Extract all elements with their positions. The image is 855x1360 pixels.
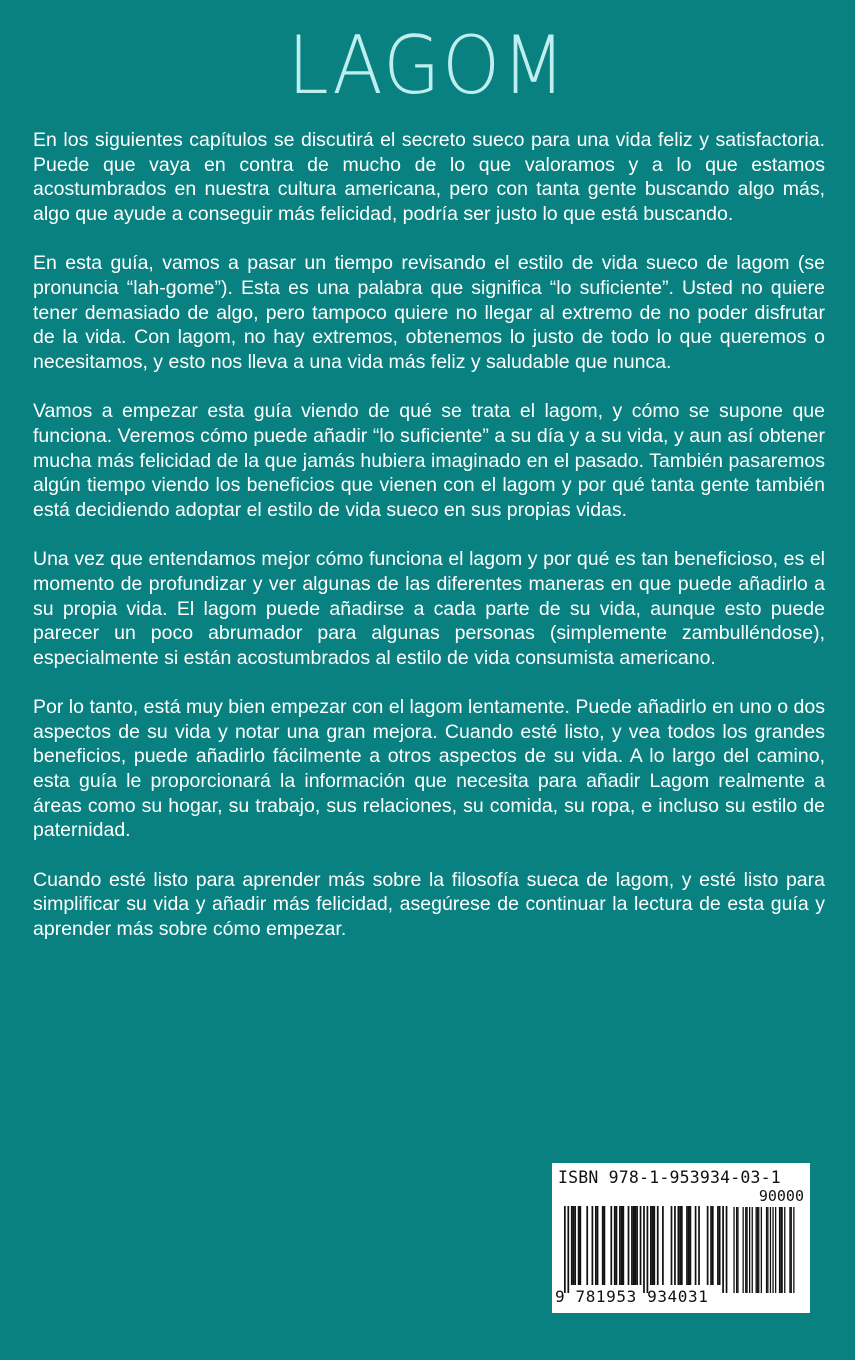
- barcode-bar: [619, 1206, 621, 1285]
- barcode-bar: [710, 1206, 712, 1285]
- barcode-bar: [653, 1206, 655, 1285]
- addon-bar: [772, 1207, 773, 1293]
- addon-bar: [782, 1207, 783, 1293]
- addon-bar: [758, 1207, 759, 1293]
- barcode-bar: [586, 1206, 588, 1285]
- barcode-bar: [695, 1206, 697, 1285]
- barcode-bar: [643, 1206, 645, 1293]
- addon-bar: [780, 1207, 781, 1293]
- barcode-bar: [564, 1206, 566, 1293]
- addon-bar: [733, 1207, 734, 1293]
- barcode-bar: [633, 1206, 635, 1285]
- blurb-paragraph-3: Vamos a empezar esta guía viendo de qué se trata el lagom, y cómo se supone que funciona. Veremos cómo puede añadir “lo suficiente” a su día y a su vida, y aun así obtener mucha más felicidad de la que jamás hubiera imaginado en el pasado. También pasaremos algún tiempo viendo los beneficios que vienen con el lagom y por qué tanta gente también está decidiendo adoptar el estilo de vida sueco en sus propias vidas.: [33, 400, 825, 521]
- addon-bar: [736, 1207, 737, 1293]
- blurb-paragraph-2: En esta guía, vamos a pasar un tiempo revisando el estilo de vida sueco de lagom (se pronuncia “lah-gome”). Esta es una palabra que significa “lo suficiente”. Usted no quiere tener demasiado de algo, pero tampoco quiere no llegar al extremo de no poder disfrutar de la vida. Con lagom, no hay extremos, obtenemos lo justo de todo lo que queremos o necesitamos, y esto nos lleva a una vida más feliz y saludable que nunca.: [33, 252, 825, 373]
- barcode-bar: [622, 1206, 624, 1285]
- addon-bar: [752, 1207, 753, 1293]
- addon-bar: [793, 1207, 794, 1293]
- barcode-bar: [712, 1206, 714, 1285]
- barcode-bar: [674, 1206, 676, 1285]
- barcode-bar: [722, 1206, 724, 1293]
- barcode-bar: [686, 1206, 688, 1285]
- blurb-paragraph-1: En los siguientes capítulos se discutirá el secreto sueco para una vida feliz y satisfactoria. Puede que vaya en contra de mucho de lo que valoramos y a lo que estamos acostumbrados en nuestra cultura americana, pero con tanta gente buscando algo más, algo que ayude a conseguir más felicidad, podría ser justo lo que está buscando.: [33, 129, 825, 225]
- barcode-bar: [621, 1206, 623, 1285]
- ean-digits: 9 781953 934031: [555, 1287, 709, 1306]
- barcode-bar: [719, 1206, 721, 1285]
- back-cover-blurb: [33, 128, 825, 967]
- barcode-bar: [690, 1206, 692, 1285]
- blurb-paragraph-6: Cuando esté listo para aprender más sobre la filosofía sueca de lagom, y esté listo para simplificar su vida y añadir más felicidad, asegúrese de continuar la lectura de esta guía y aprender más sobre cómo empezar.: [33, 868, 825, 941]
- barcode-bar: [567, 1206, 569, 1293]
- barcode-bar: [578, 1206, 580, 1285]
- barcode-bar: [604, 1206, 606, 1285]
- isbn-barcode: [552, 1163, 810, 1313]
- barcode-bar: [631, 1206, 633, 1285]
- book-title: LAGOM: [287, 19, 568, 112]
- barcode-bar: [616, 1206, 618, 1285]
- addon-bar: [779, 1207, 780, 1293]
- barcode-bar: [636, 1206, 638, 1285]
- blurb-paragraph-5: Por lo tanto, está muy bien empezar con el lagom lentamente. Puede añadirlo en uno o dos aspectos de su vida y notar una gran mejora. Cuando esté listo, y vea todos los grandes beneficios, puede añadirlo fácilmente a otros aspectos de su vida. A lo largo del camino, esta guía le proporcionará la información que necesita para añadir Lagom realmente a áreas como su hogar, su trabajo, sus relaciones, su comida, su ropa, e incluso su estilo de paternidad.: [33, 696, 825, 842]
- addon-bar: [761, 1207, 762, 1293]
- barcode-bar: [635, 1206, 637, 1285]
- barcode-bar: [679, 1206, 681, 1285]
- blurb-paragraph-4: Una vez que entendamos mejor cómo funciona el lagom y por qué es tan beneficioso, es el momento de profundizar y ver algunas de las diferentes maneras en que puede añadirlo a su propia vida. El lagom puede añadirse a cada parte de su vida, aunque esto puede parecer un poco abrumador para algunas personas (simplemente zambulléndose), especialmente si están acostumbrados al estilo de vida consumista americano.: [33, 548, 825, 669]
- barcode-bar: [657, 1206, 659, 1285]
- barcode-bar: [573, 1206, 575, 1285]
- addon-bar: [770, 1207, 771, 1293]
- addon-bar: [745, 1207, 746, 1293]
- addon-bar: [749, 1207, 750, 1293]
- barcode-bar: [678, 1206, 680, 1285]
- barcode-bar: [681, 1206, 683, 1285]
- addon-bar: [766, 1207, 767, 1293]
- barcode-bar: [571, 1206, 573, 1285]
- barcode-bar: [610, 1206, 612, 1285]
- barcode-bar: [595, 1206, 597, 1285]
- barcode-bar: [652, 1206, 654, 1285]
- addon-bar: [757, 1207, 758, 1293]
- barcode-bar: [579, 1206, 581, 1285]
- price-code: 90000: [758, 1187, 804, 1205]
- barcode-bar: [698, 1206, 700, 1285]
- barcode-bar: [671, 1206, 673, 1285]
- barcode-bar: [628, 1206, 630, 1285]
- barcode-bar: [574, 1206, 576, 1285]
- addon-bar: [791, 1207, 792, 1293]
- addon-bar: [789, 1207, 790, 1293]
- addon-bar: [743, 1207, 744, 1293]
- barcode-bar: [662, 1206, 664, 1285]
- addon-bar: [737, 1207, 738, 1293]
- addon-bar: [775, 1207, 776, 1293]
- addon-bar: [756, 1207, 757, 1293]
- barcode-bar: [647, 1206, 649, 1293]
- barcode-bar: [707, 1206, 709, 1285]
- isbn-text: ISBN 978-1-953934-03-1: [558, 1168, 781, 1187]
- barcode-bar: [602, 1206, 604, 1285]
- addon-bar: [784, 1207, 785, 1293]
- barcode-bar: [597, 1206, 599, 1285]
- barcode-bar: [640, 1206, 642, 1285]
- addon-bar: [767, 1207, 768, 1293]
- addon-bar: [746, 1207, 747, 1293]
- barcode-bar: [650, 1206, 652, 1285]
- barcode-bar: [717, 1206, 719, 1285]
- barcode-bar: [726, 1206, 728, 1293]
- barcode-bar: [614, 1206, 616, 1285]
- barcode-bar: [688, 1206, 690, 1285]
- barcode-bar: [592, 1206, 594, 1285]
